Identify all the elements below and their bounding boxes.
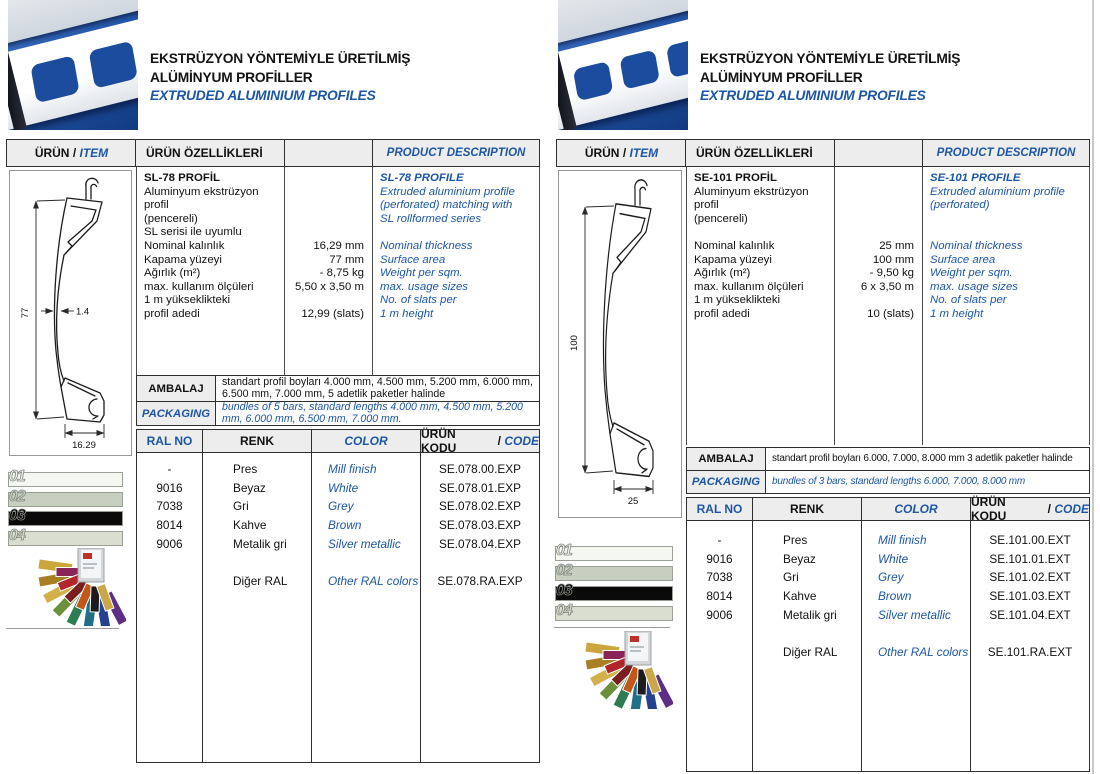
table-divider (922, 167, 923, 445)
color-swatch-row (8, 487, 123, 507)
color-swatch-row (8, 507, 123, 526)
spec-description: Nominal thickness (930, 240, 1023, 252)
color-cell: Silver metallic (328, 536, 401, 551)
col-header-blank (284, 139, 374, 167)
dim-width-label: 16.29 (72, 440, 96, 451)
color-swatch-row (555, 542, 673, 561)
color-cell: Other RAL colors (328, 574, 419, 589)
ral-no-cell: - (167, 462, 172, 476)
ral-no-cell (687, 625, 752, 644)
spec-label: max. kullanım ölçüleri (144, 280, 254, 293)
ral-no-cell (137, 572, 202, 591)
ral-no-cell: 7038 (156, 499, 183, 514)
renk-cell: Diğer RAL (783, 645, 838, 660)
product-desc-tr (694, 186, 830, 227)
color-swatch-label: 02 (9, 487, 25, 505)
profile-drawing-se101 (559, 171, 681, 517)
spec-value (832, 294, 914, 308)
header-slash: / (622, 146, 627, 160)
color-swatch-label: 04 (556, 602, 572, 619)
ral-no-cell: 8014 (156, 518, 183, 533)
scan-page-edge (1092, 0, 1094, 774)
spec-label: Kapama yüzeyi (694, 253, 772, 266)
ambalaj-label: AMBALAJ (687, 448, 766, 470)
spec-description: Surface area (380, 253, 446, 266)
ral-no-cell: 9006 (156, 536, 183, 551)
color-swatch-row (555, 562, 673, 581)
renk-cell (233, 554, 311, 573)
product-desc-en (930, 186, 1086, 213)
col-header-renk: RENK (753, 498, 862, 520)
col-header-ral-no: RAL NO (687, 498, 753, 520)
color-swatches (555, 542, 673, 626)
color-swatches (8, 468, 123, 550)
header-item: ITEM (79, 146, 109, 160)
catalog-page-se101 (550, 0, 1100, 774)
table-divider (372, 167, 373, 375)
ral-no-cell: 7038 (706, 570, 733, 585)
spec-value: - 9,50 kg (869, 267, 914, 280)
spec-label: profil adedi (144, 307, 200, 320)
header-ozellikleri: ÜRÜN ÖZELLİKLERİ (696, 146, 813, 160)
col-header-color: COLOR (862, 498, 971, 520)
spec-value: 25 mm (879, 240, 914, 252)
ral-no-cell: 9016 (156, 480, 183, 495)
profile-drawing-sl78 (10, 171, 131, 455)
title-line-tr-1: EKSTRÜZYON YÖNTEMİYLE ÜRETİLMİŞ (150, 51, 411, 66)
product-name-tr: SE-101 PROFİL (694, 172, 777, 184)
color-swatch-bar (8, 472, 123, 487)
ral-table-body (137, 453, 539, 762)
header-product-description: PRODUCT DESCRIPTION (386, 147, 526, 159)
product-desc-line-en: SL rollformed series (380, 212, 482, 225)
color-cell (878, 625, 970, 644)
packaging-label: PACKAGING (687, 471, 766, 493)
spec-value: 10 (slats) (867, 307, 914, 320)
divider-line (554, 627, 670, 628)
product-name-block-tr (694, 172, 830, 226)
color-cell: White (328, 480, 359, 495)
ral-no-cell: 9006 (706, 607, 733, 622)
renk-cell: Gri (233, 499, 249, 514)
header-product-description: PRODUCT DESCRIPTION (936, 147, 1076, 159)
spec-label: 1 m yükseklikteki (694, 294, 781, 307)
product-name-tr: SL-78 PROFİL (144, 172, 220, 184)
renk-cell: Kahve (233, 518, 267, 533)
code-cell: SE.101.RA.EXT (987, 645, 1073, 660)
spec-label: max. kullanım ölçüleri (694, 280, 804, 293)
color-swatch-row (555, 582, 673, 601)
header-urun: ÜRÜN (34, 146, 70, 160)
packaging-table (136, 375, 540, 426)
code-cell: SE.078.00.EXP (439, 462, 521, 476)
product-name-block-tr (144, 172, 280, 240)
col-header-item (6, 139, 137, 167)
table-divider (1089, 167, 1090, 445)
table-divider (686, 167, 687, 445)
ral-no-cell: 9016 (706, 551, 733, 566)
spec-descriptions (380, 240, 536, 322)
ral-table-header (137, 427, 539, 455)
spec-description: max. usage sizes (380, 280, 468, 293)
spec-value: 16,29 mm (313, 240, 364, 252)
header-slash: / (72, 146, 77, 160)
spec-description: No. of slats per (380, 294, 457, 307)
ambalaj-label: AMBALAJ (137, 376, 216, 401)
dim-width-label: 25 (627, 496, 639, 507)
code-cell: SE.078.RA.EXP (437, 574, 523, 589)
col-header-code: ÜRÜN KODU / CODE (421, 427, 539, 455)
packaging-text: bundles of 5 bars, standard lengths 4.000 mm, 4.500 mm, 5.200 mm, 6.000 mm, 6.500 mm, 7.000 mm. (222, 402, 523, 425)
spec-description: max. usage sizes (930, 280, 1018, 293)
color-swatch-label: 03 (556, 582, 572, 599)
product-desc-line-tr: (pencereli) (694, 212, 748, 225)
ral-table-header (687, 495, 1089, 523)
col-header-product-description (922, 139, 1090, 167)
color-swatch-row (8, 526, 123, 546)
product-desc-line-tr: Aluminyum ekstrüzyon profil (144, 185, 259, 212)
hero-slat-endcut (558, 48, 577, 130)
hero-slat-window (619, 49, 660, 89)
code-cell: SE.101.02.EXT (989, 570, 1071, 585)
ral-color-table (136, 429, 540, 763)
product-desc-line-en: (perforated) (930, 199, 990, 212)
spec-value: 77 mm (329, 253, 364, 266)
section-title (700, 50, 960, 106)
product-desc-line-en: Extruded aluminium profile (380, 185, 515, 198)
renk-cell: Beyaz (783, 551, 816, 566)
divider-line (6, 628, 119, 629)
spec-labels (144, 240, 282, 322)
renk-cell: Gri (783, 570, 799, 585)
code-cell (421, 554, 539, 573)
product-name-en: SE-101 PROFILE (930, 172, 1021, 184)
color-swatch-row (8, 468, 123, 487)
color-swatch-bar (555, 606, 673, 621)
hero-image-se101 (558, 0, 688, 130)
hero-slat-endcut (8, 48, 27, 130)
renk-column (203, 453, 312, 762)
code-cell: SE.078.04.EXP (439, 536, 521, 551)
technical-drawing-frame (9, 170, 132, 456)
spec-label: profil adedi (694, 307, 750, 320)
renk-column (753, 521, 862, 771)
header-item: ITEM (629, 146, 659, 160)
code-column (421, 453, 539, 762)
code-cell: SE.101.04.EXT (989, 607, 1071, 622)
col-header-renk: RENK (203, 430, 312, 452)
product-name-block-en (380, 172, 536, 226)
ral-no-cell: 8014 (706, 589, 733, 604)
color-cell: Grey (878, 570, 904, 585)
renk-cell: Metalik gri (783, 607, 837, 622)
col-header-item (556, 139, 687, 167)
spec-value: 12,99 (slats) (301, 307, 364, 320)
product-desc-en (380, 186, 536, 227)
spec-description: Nominal thickness (380, 240, 473, 252)
color-swatch-label: 01 (9, 468, 25, 485)
code-cell: SE.101.00.EXT (989, 533, 1071, 547)
renk-cell (783, 625, 861, 644)
color-swatch-bar (8, 531, 123, 546)
packaging-table (686, 447, 1090, 494)
hero-slat-window (666, 38, 688, 78)
code-cell: SE.078.03.EXP (439, 518, 521, 533)
spec-description: Weight per sqm. (930, 267, 1013, 280)
color-cell: Other RAL colors (878, 645, 969, 660)
hero-slat-window (573, 61, 614, 101)
color-column (862, 521, 971, 771)
product-desc-line-tr: (pencereli) (144, 212, 198, 225)
color-cell (328, 554, 420, 573)
renk-cell: Beyaz (233, 480, 266, 495)
ambalaj-row (137, 376, 539, 402)
ral-table-body (687, 521, 1089, 771)
header-urun: ÜRÜN (584, 146, 620, 160)
color-swatch-bar (8, 492, 123, 507)
color-swatch-bar (8, 511, 123, 526)
color-cell: Mill finish (878, 533, 927, 547)
ral-no-cell: - (717, 533, 722, 547)
color-swatch-bar (555, 586, 673, 601)
ral-no-cell (687, 643, 752, 662)
color-cell: Brown (878, 589, 912, 604)
product-desc-line-tr: Aluminyum ekstrüzyon profil (694, 185, 809, 212)
table-divider (136, 167, 137, 375)
code-column (971, 521, 1089, 771)
color-swatch-bar (555, 546, 673, 561)
title-line-en: EXTRUDED ALUMINIUM PROFILES (150, 88, 376, 103)
code-cell (971, 625, 1089, 644)
spec-value: - 8,75 kg (319, 267, 364, 280)
ral-fan-image (8, 548, 126, 631)
color-column (312, 453, 421, 762)
col-header-ral-no: RAL NO (137, 430, 203, 452)
spec-values (832, 240, 914, 322)
product-name-block-en (930, 172, 1086, 213)
hero-image-sl78 (8, 0, 138, 130)
color-swatch-label: 01 (556, 542, 572, 559)
color-swatch-label: 02 (556, 562, 572, 579)
title-line-tr-1: EKSTRÜZYON YÖNTEMİYLE ÜRETİLMİŞ (700, 51, 961, 66)
title-line-tr-2: ALÜMİNYUM PROFİLLER (150, 69, 313, 85)
ambalaj-row (687, 448, 1089, 471)
hero-slat-window (89, 41, 138, 89)
color-swatch-bar (555, 566, 673, 581)
color-cell: Silver metallic (878, 607, 951, 622)
dim-height-label: 77 (20, 307, 31, 319)
color-swatch-label: 03 (9, 507, 25, 524)
code-cell: SE.078.01.EXP (439, 480, 521, 495)
col-header-blank (834, 139, 924, 167)
color-swatch-label: 04 (9, 526, 25, 544)
spec-label: 1 m yükseklikteki (144, 294, 231, 307)
ambalaj-text: standart profil boyları 4.000 mm, 4.500 mm, 5.200 mm, 6.000 mm, 6.500 mm, 7.000 mm, 5 adetlik paketler halinde (222, 376, 533, 400)
col-header-ozellikleri (685, 139, 836, 167)
product-desc-line-en: (perforated) matching with (380, 199, 513, 212)
title-line-en: EXTRUDED ALUMINIUM PROFILES (700, 88, 926, 103)
ral-color-table (686, 497, 1090, 772)
technical-drawing-frame (558, 170, 682, 518)
code-cell: SE.078.02.EXP (439, 499, 521, 514)
packaging-label: PACKAGING (137, 402, 216, 425)
ral-no-column (137, 453, 203, 762)
title-line-tr-2: ALÜMİNYUM PROFİLLER (700, 69, 863, 85)
spec-value: 6 x 3,50 m (860, 280, 914, 293)
table-divider (539, 167, 540, 375)
spec-label: Ağırlık (m²) (694, 267, 751, 280)
color-cell: White (878, 551, 909, 566)
section-title (150, 50, 410, 106)
packaging-text: bundles of 3 bars, standard lengths 6.000, 7.000, 8.000 mm (772, 476, 1026, 488)
col-header-ozellikleri (135, 139, 286, 167)
spec-description: Weight per sqm. (380, 267, 463, 280)
spec-description: 1 m height (380, 307, 434, 320)
spec-description: No. of slats per (930, 294, 1007, 307)
spec-labels (694, 240, 832, 322)
product-desc-line-en: Extruded aluminium profile (930, 185, 1065, 198)
dim-wall-label: 1.4 (76, 306, 90, 318)
dim-height-label: 100 (569, 335, 580, 351)
color-cell: Mill finish (328, 462, 377, 476)
color-cell: Brown (328, 518, 362, 533)
packaging-row (687, 471, 1089, 493)
ral-no-cell (137, 554, 202, 573)
spec-value: 100 mm (872, 253, 914, 266)
spec-descriptions (930, 240, 1086, 322)
header-ozellikleri: ÜRÜN ÖZELLİKLERİ (146, 146, 263, 160)
spec-label: Nominal kalınlık (144, 240, 225, 252)
renk-cell: Pres (233, 462, 258, 476)
col-header-code: ÜRÜN KODU / CODE (971, 495, 1089, 523)
ral-no-column (687, 521, 753, 771)
ambalaj-text: standart profil boyları 6.000, 7.000, 8.000 mm 3 adetlik paketler halinde (772, 453, 1073, 465)
product-desc-line-tr: SL serisi ile uyumlu (144, 226, 242, 239)
renk-cell: Pres (783, 533, 808, 547)
packaging-row (137, 402, 539, 425)
spec-values (282, 240, 364, 322)
col-header-color: COLOR (312, 430, 421, 452)
spec-label: Ağırlık (m²) (144, 267, 201, 280)
ral-fan-image (555, 631, 673, 714)
spec-description: 1 m height (930, 307, 984, 320)
spec-value: 5,50 x 3,50 m (294, 280, 364, 293)
spec-description: Surface area (930, 253, 996, 266)
code-cell: SE.101.01.EXT (989, 551, 1071, 566)
product-name-en: SL-78 PROFILE (380, 172, 464, 184)
hero-slat-window (30, 55, 79, 103)
renk-cell: Metalik gri (233, 536, 287, 551)
spec-value (282, 294, 364, 308)
product-desc-tr (144, 186, 280, 240)
col-header-product-description (372, 139, 540, 167)
spec-label: Kapama yüzeyi (144, 253, 222, 266)
renk-cell: Kahve (783, 589, 817, 604)
color-cell: Grey (328, 499, 354, 514)
spec-label: Nominal kalınlık (694, 240, 775, 252)
renk-cell: Diğer RAL (233, 574, 288, 589)
code-cell: SE.101.03.EXT (989, 589, 1071, 604)
color-swatch-row (555, 602, 673, 621)
